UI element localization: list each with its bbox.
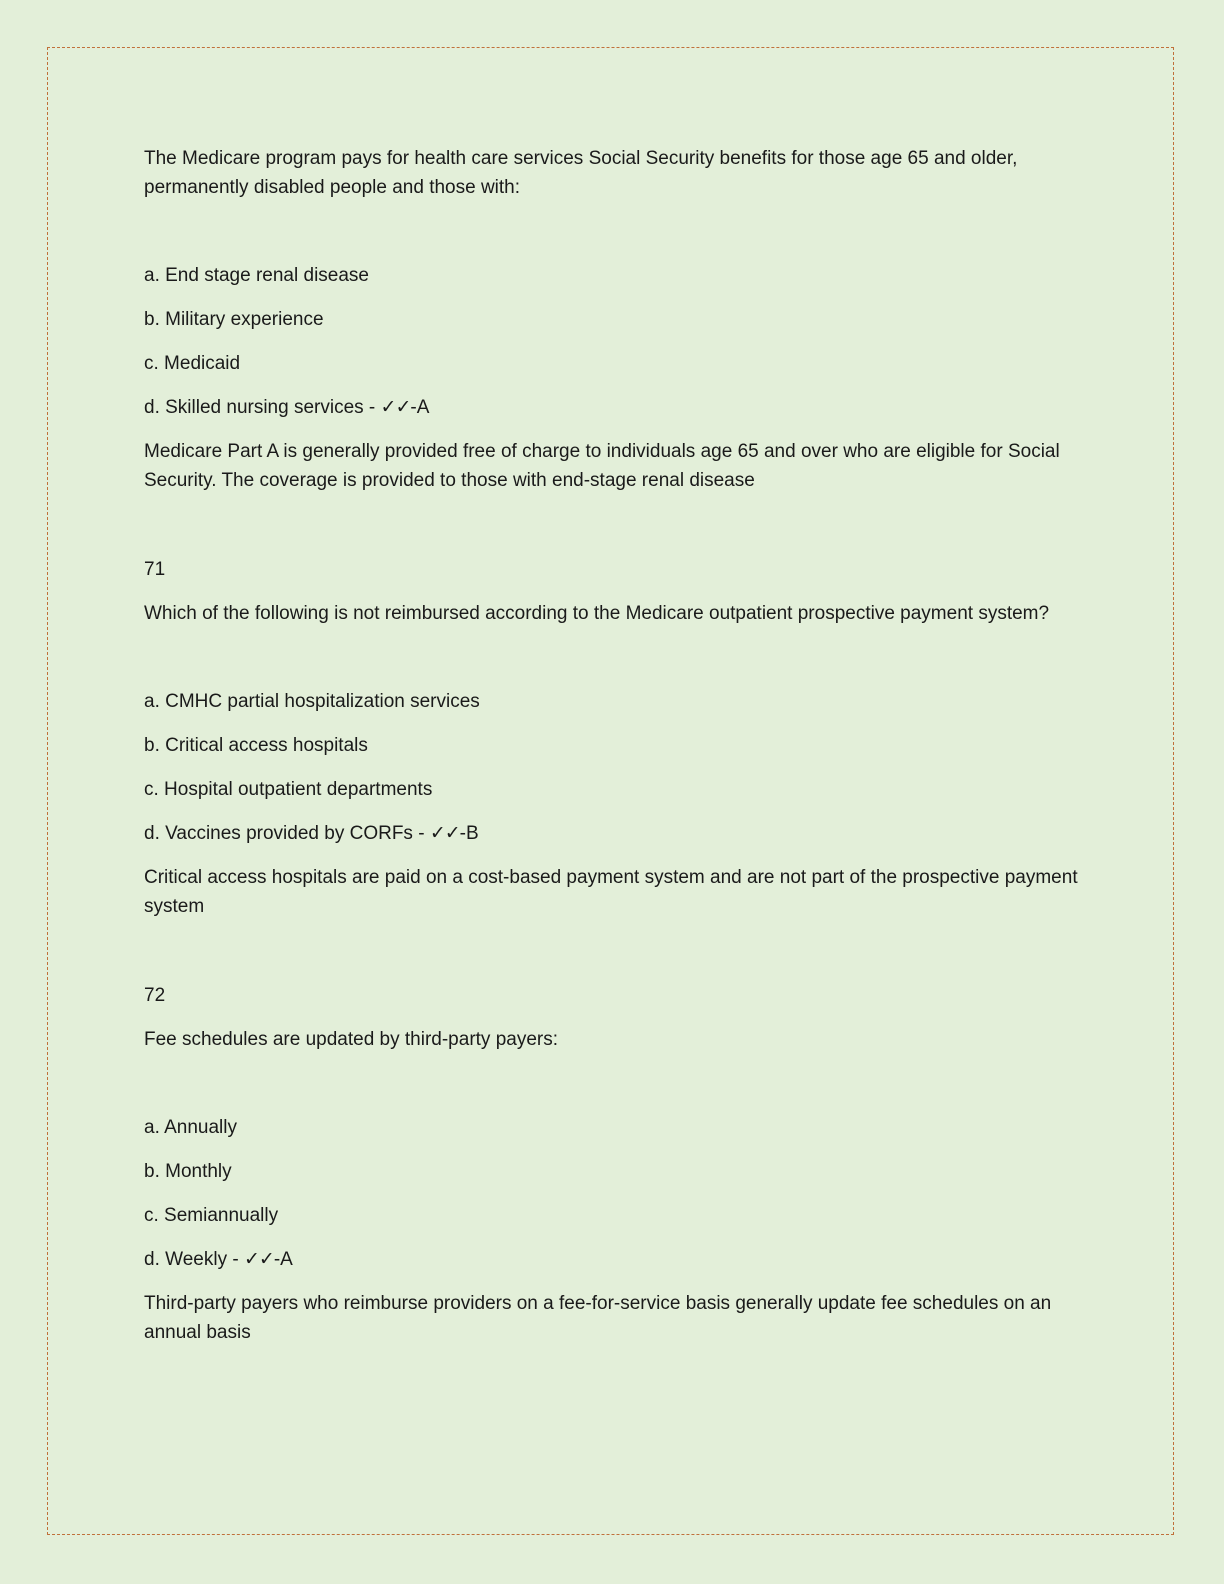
- option-c: c. Hospital outpatient departments: [144, 779, 433, 800]
- option-d: [144, 1245, 1084, 1274]
- double-check-icon: ✓✓: [243, 1248, 274, 1270]
- option-a: a. CMHC partial hospitalization services: [144, 691, 480, 712]
- option-d-text: d. Weekly -: [144, 1249, 239, 1270]
- option-d-text: d. Vaccines provided by CORFs -: [144, 823, 425, 844]
- option-a: a. End stage renal disease: [144, 265, 369, 286]
- option-b: b. Military experience: [144, 309, 324, 330]
- option-c: c. Semiannually: [144, 1205, 279, 1226]
- question-number: 72: [144, 985, 166, 1006]
- question-stem: The Medicare program pays for health care services Social Security benefits for those age 65 and older, permanently disabled people and those with:: [144, 148, 1018, 198]
- option-d: [144, 393, 1084, 422]
- double-check-icon: ✓✓: [429, 822, 460, 844]
- question-stem: Fee schedules are updated by third-party payers:: [144, 1029, 559, 1050]
- explanation: Critical access hospitals are paid on a cost-based payment system and are not part of the prospective payment system: [144, 867, 1078, 917]
- answer-letter: -B: [459, 823, 479, 844]
- option-b: b. Monthly: [144, 1161, 232, 1182]
- explanation: Medicare Part A is generally provided free of charge to individuals age 65 and over who are eligible for Social Security. The coverage is provided to those with end-stage renal disease: [144, 441, 1060, 491]
- question-stem: Which of the following is not reimbursed according to the Medicare outpatient prospective payment system?: [144, 603, 1050, 624]
- question-block: [144, 981, 1084, 1347]
- question-number: 71: [144, 559, 166, 580]
- answer-letter: -A: [410, 397, 430, 418]
- document-content: [144, 144, 1084, 1407]
- question-block: [144, 144, 1084, 495]
- answer-letter: -A: [273, 1249, 293, 1270]
- explanation: Third-party payers who reimburse providers on a fee-for-service basis generally update fee schedules on an annual basis: [144, 1293, 1052, 1343]
- double-check-icon: ✓✓: [380, 396, 411, 418]
- option-d: [144, 819, 1084, 848]
- option-b: b. Critical access hospitals: [144, 735, 368, 756]
- question-block: [144, 555, 1084, 921]
- option-d-text: d. Skilled nursing services -: [144, 397, 376, 418]
- option-c: c. Medicaid: [144, 353, 241, 374]
- option-a: a. Annually: [144, 1117, 237, 1138]
